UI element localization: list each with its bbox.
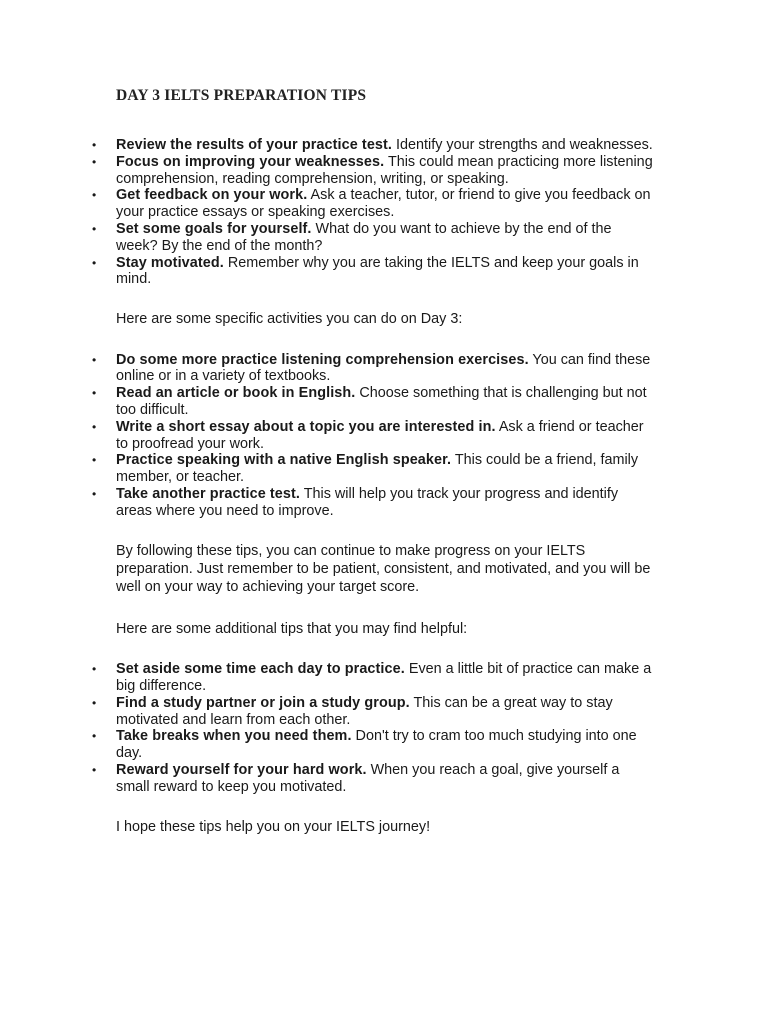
tip-text: Remember why you are taking the IELTS and keep your goals in mind. (116, 254, 639, 288)
bullet-icon: • (92, 188, 97, 203)
document-title: DAY 3 IELTS PREPARATION TIPS (116, 87, 367, 104)
list-item (92, 694, 656, 729)
tip-text: This could be a friend, family member, or teacher. (116, 452, 639, 486)
tip-text: Identify your strengths and weaknesses. (392, 137, 653, 153)
tip-heading: Get feedback on your work. (116, 187, 308, 204)
document-page (92, 86, 656, 836)
tip-text: You can find these online or in a variety of textbooks. (116, 351, 651, 385)
tip-heading: Do some more practice listening comprehension exercises. (116, 351, 529, 368)
bullet-icon: • (92, 386, 97, 401)
list-item (92, 418, 656, 453)
tip-heading: Take another practice test. (116, 485, 300, 502)
list-item (92, 187, 656, 221)
tip-text: Ask a friend or teacher to proofread your work. (116, 418, 644, 452)
bullet-icon: • (92, 762, 97, 777)
bullet-icon: • (92, 154, 97, 169)
tip-text: Even a little bit of practice can make a big difference. (116, 661, 652, 694)
bullet-icon: • (92, 221, 97, 236)
tip-heading: Set some goals for yourself. (116, 220, 312, 237)
activities-intro: Here are some specific activities you can do on Day 3: (116, 311, 463, 328)
tip-text: This will help you track your progress and identify areas where you need to improve. (116, 485, 619, 519)
tip-heading: Find a study partner or join a study group. (116, 694, 410, 711)
bullet-icon: • (92, 419, 97, 434)
tips-list-2 (92, 351, 656, 520)
tip-heading: Reward yourself for your hard work. (116, 761, 367, 778)
list-item (92, 485, 656, 520)
bullet-icon: • (92, 138, 97, 152)
bullet-icon: • (92, 662, 97, 677)
tip-text: Ask a teacher, tutor, or friend to give you feedback on your practice essays or speaking exercises. (116, 187, 651, 221)
list-item (92, 761, 656, 796)
tips-list-1 (92, 137, 656, 288)
bullet-icon: • (92, 729, 97, 744)
tip-heading: Set aside some time each day to practice. (116, 661, 405, 678)
tip-text: When you reach a goal, give yourself a small reward to keep you motivated. (116, 761, 620, 795)
list-item (92, 254, 656, 289)
bullet-icon: • (92, 486, 97, 501)
tip-heading: Focus on improving your weaknesses. (116, 153, 385, 170)
bullet-icon: • (92, 695, 97, 710)
list-item (92, 137, 656, 154)
tip-heading: Write a short essay about a topic you are interested in. (116, 418, 496, 435)
list-item (92, 220, 656, 255)
tip-heading: Stay motivated. (116, 254, 224, 271)
tips-list-3 (92, 661, 656, 795)
list-item (92, 728, 656, 762)
tip-heading: Review the results of your practice test. (116, 137, 393, 153)
tip-text: This can be a great way to stay motivated and learn from each other. (116, 694, 613, 728)
list-item (92, 661, 656, 695)
bullet-icon: • (92, 453, 97, 468)
additional-tips-intro: Here are some additional tips that you may find helpful: (116, 620, 468, 637)
tip-heading: Practice speaking with a native English speaker. (116, 452, 452, 469)
bullet-icon: • (92, 352, 97, 367)
tip-text: Choose something that is challenging but not too difficult. (116, 385, 647, 418)
bullet-icon: • (92, 255, 97, 270)
list-item (92, 452, 656, 486)
list-item (92, 153, 656, 188)
progress-paragraph: By following these tips, you can continue to make progress on your IELTS preparation. Just remember to be patient, consistent, and motivated, and you will be well on your way to achieving your target score. (116, 542, 651, 596)
tip-heading: Read an article or book in English. (116, 385, 356, 402)
list-item (92, 385, 656, 419)
tip-heading: Take breaks when you need them. (116, 728, 352, 745)
tip-text: What do you want to achieve by the end of the week? By the end of the month? (116, 220, 612, 254)
tip-text: Don't try to cram too much studying into one day. (116, 728, 637, 762)
tip-text: This could mean practicing more listening comprehension, reading comprehension, writing, or speaking. (116, 153, 653, 187)
closing-paragraph: I hope these tips help you on your IELTS journey! (116, 818, 431, 835)
list-item (92, 351, 656, 386)
